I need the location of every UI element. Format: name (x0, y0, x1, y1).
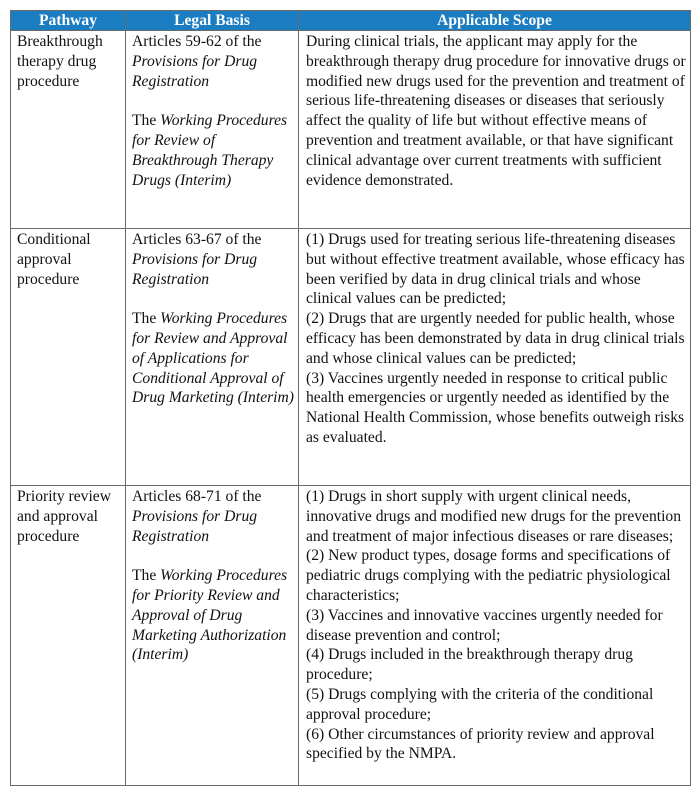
legal-basis-cell (126, 31, 299, 229)
header-legal-basis: Legal Basis (126, 11, 299, 31)
legal-basis-cell (126, 486, 299, 786)
the-text: The (132, 112, 157, 130)
the-text: The (132, 310, 157, 328)
scope-item: (6) Other circumstances of priority review and approval specified by the NMPA. (306, 725, 655, 763)
scope-item: (3) Vaccines and innovative vaccines urgently needed for disease prevention and control; (306, 606, 663, 644)
pathway-cell: Conditional approval procedure (11, 229, 126, 486)
table-row (11, 31, 691, 229)
working-procedures-title: Working Procedures for Review and Approval of Applications for Conditional Approval of Drug Marketing (Interim) (132, 310, 294, 407)
provisions-title: Provisions for Drug Registration (132, 507, 258, 545)
working-procedures-title: Working Procedures for Priority Review and Approval of Drug Marketing Authorization (Interim) (132, 567, 288, 664)
regulatory-pathways-table (10, 10, 691, 786)
table-row (11, 486, 691, 786)
articles-text: Articles 59-62 of the (132, 33, 262, 50)
scope-item: (4) Drugs included in the breakthrough therapy drug procedure; (306, 646, 633, 684)
articles-text: Articles 63-67 of the (132, 231, 262, 248)
scope-cell (299, 229, 691, 486)
provisions-title: Provisions for Drug Registration (132, 250, 258, 288)
scope-item: (2) Drugs that are urgently needed for public health, whose efficacy has been demonstrated by data in drug clinical trials and whose clinical values can be predicted; (306, 310, 685, 367)
articles-text: Articles 68-71 of the (132, 488, 262, 505)
scope-item: (1) Drugs used for treating serious life-threatening diseases but without effective treatment available, whose efficacy has been verified by data in drug clinical trials and whose clinical values can be predicted; (306, 231, 685, 308)
scope-cell (299, 486, 691, 786)
scope-item: (3) Vaccines urgently needed in response to critical public health emergencies or urgently needed as identified by the National Health Commission, whose benefits outweigh risks as evaluated. (306, 369, 685, 446)
scope-item: (5) Drugs complying with the criteria of the conditional approval procedure; (306, 685, 654, 723)
header-applicable-scope: Applicable Scope (299, 11, 691, 31)
the-text: The (132, 567, 157, 585)
provisions-title: Provisions for Drug Registration (132, 52, 258, 90)
scope-cell: During clinical trials, the applicant may apply for the breakthrough therapy drug procedure for innovative drugs or modified new drugs used for the prevention and treatment of serious life-threatening diseases or diseases that seriously affect the quality of life but without effective means of prevention and treatment available, or that have significant clinical advantage over current treatments with sufficient evidence demonstrated. (299, 31, 691, 229)
pathway-cell: Breakthrough therapy drug procedure (11, 31, 126, 229)
table-row (11, 229, 691, 486)
pathway-cell: Priority review and approval procedure (11, 486, 126, 786)
working-procedures-title: Working Procedures for Review of Breakthrough Therapy Drugs (Interim) (132, 112, 288, 189)
header-pathway: Pathway (11, 11, 126, 31)
header-row (11, 11, 691, 31)
legal-basis-cell (126, 229, 299, 486)
scope-item: (2) New product types, dosage forms and specifications of pediatric drugs complying with the pediatric physiological characteristics; (306, 547, 671, 604)
scope-item: (1) Drugs in short supply with urgent clinical needs, innovative drugs and modified new drugs for the prevention and treatment of major infectious diseases or rare diseases; (306, 488, 682, 545)
